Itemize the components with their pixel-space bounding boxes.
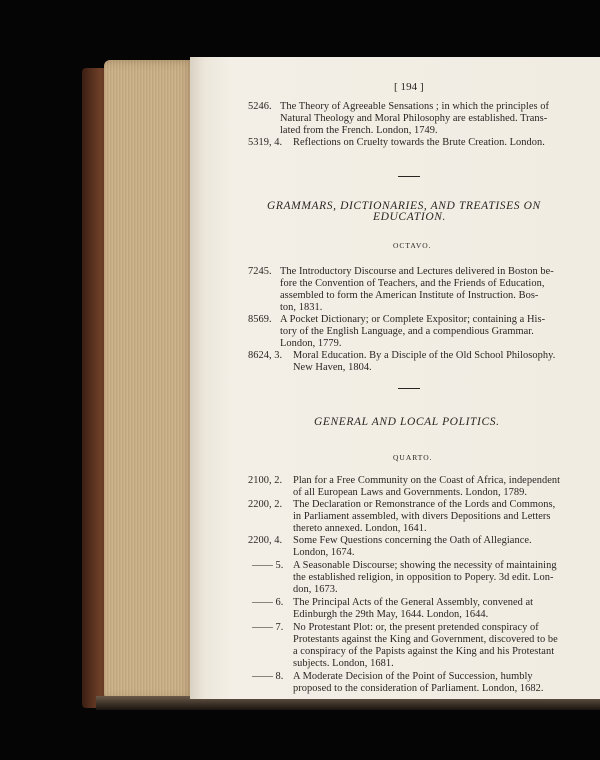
entry-line: the established religion, in opposition to Popery. 3d edit. Lon- bbox=[293, 572, 554, 583]
entry-line: ton, 1831. bbox=[280, 302, 323, 313]
section-heading: GENERAL AND LOCAL POLITICS. bbox=[314, 416, 500, 428]
entry-line: subjects. London, 1681. bbox=[293, 658, 394, 669]
section-divider bbox=[398, 176, 420, 177]
entry-number: 2200, 4. bbox=[248, 535, 283, 546]
entry-number: 2200, 2. bbox=[248, 499, 283, 510]
entry-number: 2100, 2. bbox=[248, 475, 283, 486]
entry-line: Reflections on Cruelty towards the Brute Creation. London. bbox=[293, 137, 545, 148]
entry-number: 7245. bbox=[248, 266, 272, 277]
entry-line: London, 1674. bbox=[293, 547, 355, 558]
format-label: QUARTO. bbox=[393, 453, 433, 462]
page-edges bbox=[104, 60, 196, 700]
format-label: OCTAVO. bbox=[393, 241, 432, 250]
entry-number: 8624, 3. bbox=[248, 350, 283, 361]
entry-number: 5319, 4. bbox=[248, 137, 283, 148]
page-number: [ 194 ] bbox=[394, 81, 424, 93]
section-divider bbox=[398, 388, 420, 389]
entry-line: Some Few Questions concerning the Oath of Allegiance. bbox=[293, 535, 532, 546]
entry-line: The Introductory Discourse and Lectures delivered in Boston be- bbox=[280, 266, 554, 277]
entry-line: The Declaration or Remonstrance of the Lords and Commons, bbox=[293, 499, 556, 510]
entry-line: A Moderate Decision of the Point of Succession, humbly bbox=[293, 671, 533, 682]
entry-number: —— 5. bbox=[252, 560, 284, 571]
entry-line: A Pocket Dictionary; or Complete Expositor; containing a His- bbox=[280, 314, 546, 325]
entry-number: 5246. bbox=[248, 101, 272, 112]
entry-line: fore the Convention of Teachers, and the Friends of Education, bbox=[280, 278, 545, 289]
entry-number: 8569. bbox=[248, 314, 272, 325]
entry-line: thereto annexed. London, 1641. bbox=[293, 523, 427, 534]
entry-line: Edinburgh the 29th May, 1644. London, 1644. bbox=[293, 609, 489, 620]
entry-line: The Principal Acts of the General Assembly, convened at bbox=[293, 597, 534, 608]
entry-line: lated from the French. London, 1749. bbox=[280, 125, 438, 136]
entry-line: assembled to form the American Institute of Instruction. Bos- bbox=[280, 290, 539, 301]
section-heading: GRAMMARS, DICTIONARIES, AND TREATISES ON bbox=[267, 200, 541, 212]
entry-line: Moral Education. By a Disciple of the Old School Philosophy. bbox=[293, 350, 556, 361]
entry-line: The Theory of Agreeable Sensations ; in which the principles of bbox=[280, 101, 550, 112]
book-page bbox=[190, 57, 600, 699]
entry-number: —— 7. bbox=[252, 622, 284, 633]
entry-line: Natural Theology and Moral Philosophy are established. Trans- bbox=[280, 113, 548, 124]
entry-line: A Seasonable Discourse; showing the necessity of maintaining bbox=[293, 560, 557, 571]
entry-line: Protestants against the King and Government, discovered to be bbox=[293, 634, 558, 645]
entry-line: tory of the English Language, and a compendious Grammar. bbox=[280, 326, 534, 337]
entry-line: No Protestant Plot: or, the present pretended conspiracy of bbox=[293, 622, 539, 633]
entry-line: of all European Laws and Governments. London, 1789. bbox=[293, 487, 527, 498]
entry-line: Plan for a Free Community on the Coast of Africa, independent bbox=[293, 475, 561, 486]
entry-line: a conspiracy of the Papists against the King and his Protestant bbox=[293, 646, 555, 657]
entry-number: —— 6. bbox=[252, 597, 284, 608]
entry-number: —— 8. bbox=[252, 671, 284, 682]
entry-line: London, 1779. bbox=[280, 338, 342, 349]
section-heading: EDUCATION. bbox=[373, 211, 446, 223]
entry-line: don, 1673. bbox=[293, 584, 338, 595]
entry-line: proposed to the consideration of Parliament. London, 1682. bbox=[293, 683, 544, 694]
entry-line: in Parliament assembled, with divers Depositions and Letters bbox=[293, 511, 551, 522]
entry-line: New Haven, 1804. bbox=[293, 362, 372, 373]
